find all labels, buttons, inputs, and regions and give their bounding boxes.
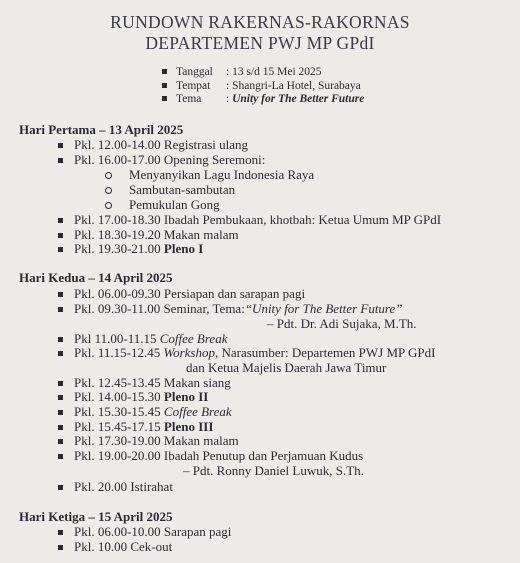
meta-date <box>162 66 322 78</box>
day2-item-4-continuation: dan Ketua Majelis Daerah Jawa Timur <box>186 360 387 375</box>
day1-item-1: Pkl. 12.00-14.00 Registrasi ulang <box>58 137 248 153</box>
day2-item-1: Pkl. 06.00-09.30 Persiapan dan sarapan pagi <box>58 286 305 302</box>
day2-item-5: Pkl. 12.45-13.45 Makan siang <box>58 375 231 391</box>
meta-theme-sep: : <box>226 93 233 105</box>
day2-item-7: Pkl. 15.30-15.45 Coffee Break <box>58 404 232 420</box>
day2-item-9: Pkl. 17.30-19.00 Makan malam <box>58 433 239 449</box>
day2-item-2: Pkl. 09.30-11.00 Seminar, Tema:“Unity for The Better Future” <box>58 301 403 317</box>
day1-heading: Hari Pertama – 13 April 2025 <box>19 122 184 137</box>
day1-item-3: Pkl. 17.00-18.30 Ibadah Pembukaan, khotbah: Ketua Umum MP GPdI <box>58 212 441 228</box>
document-title-line-2: DEPARTEMEN PWJ MP GPdI <box>145 33 375 53</box>
day2-item-3: Pkl 11.00-11.15 Coffee Break <box>58 331 227 347</box>
day2-item-4: Pkl. 11.15-12.45 Workshop, Narasumber: Departemen PWJ MP GPdI <box>58 345 435 361</box>
meta-date-label: Tanggal <box>176 66 213 78</box>
day2-item-10-speaker: – Pdt. Ronny Daniel Luwuk, S.Th. <box>183 463 364 478</box>
day2-item-10: Pkl. 19.00-20.00 Ibadah Penutup dan Perjamuan Kudus <box>58 448 363 464</box>
day1-subitem-1: Menyanyikan Lagu Indonesia Raya <box>105 167 314 183</box>
day1-subitem-3: Pemukulan Gong <box>105 197 220 213</box>
meta-place-label: Tempat <box>176 80 211 92</box>
day2-item-2-speaker: – Pdt. Dr. Adi Sujaka, M.Th. <box>267 316 417 331</box>
day2-item-11: Pkl. 20.00 Istirahat <box>58 479 173 495</box>
day2-item-8: Pkl. 15.45-17.15 Pleno III <box>58 419 213 435</box>
meta-date-value: : 13 s/d 15 Mei 2025 <box>226 66 322 78</box>
day3-item-2: Pkl. 10.00 Cek-out <box>58 539 172 555</box>
meta-place-value: : Shangri-La Hotel, Surabaya <box>226 80 361 92</box>
document-title-line-1: RUNDOWN RAKERNAS-RAKORNAS <box>110 12 410 32</box>
meta-theme-value: Unity for The Better Future <box>232 93 365 105</box>
day1-item-5: Pkl. 19.30-21.00 Pleno I <box>58 241 203 257</box>
day3-heading: Hari Ketiga – 15 April 2025 <box>19 509 173 524</box>
meta-theme-label: Tema <box>176 93 202 105</box>
day2-item-6: Pkl. 14.00-15.30 Pleno II <box>58 389 208 405</box>
day3-item-1: Pkl. 06.00-10.00 Sarapan pagi <box>58 524 231 540</box>
day1-item-4: Pkl. 18.30-19.20 Makan malam <box>58 227 239 243</box>
meta-theme <box>162 93 364 105</box>
day1-subitem-2: Sambutan-sambutan <box>105 182 235 198</box>
day1-item-2: Pkl. 16.00-17.00 Opening Seremoni: <box>58 152 265 168</box>
meta-place <box>162 80 361 92</box>
day2-heading: Hari Kedua – 14 April 2025 <box>19 270 173 285</box>
